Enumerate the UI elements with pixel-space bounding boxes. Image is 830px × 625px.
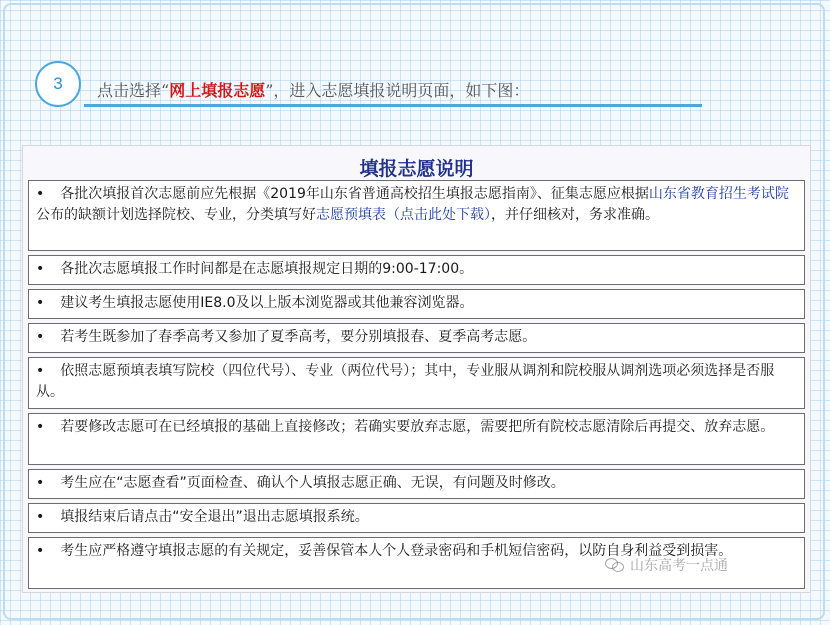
list-item xyxy=(28,255,805,285)
item-text: 若要修改志愿可在已经填报的基础上直接修改；若确实要放弃志愿，需要把所有院校志愿清除后再提交、放弃志愿。 xyxy=(60,419,775,435)
list-item xyxy=(28,357,805,409)
list-item xyxy=(28,289,805,319)
item-text: 各批次填报首次志愿前应先根据《2019年山东省普通高校招生填报志愿指南》、征集志愿应根据 xyxy=(60,186,649,202)
watermark-text: 山东高考一点通 xyxy=(630,558,728,574)
item-text: 建议考生填报志愿使用IE8.0及以上版本浏览器或其他兼容浏览器。 xyxy=(60,295,474,311)
list-item xyxy=(28,469,805,499)
wechat-icon xyxy=(605,557,625,573)
step-highlight: 网上填报志愿 xyxy=(169,81,266,100)
prefill-form-download-link[interactable]: 志愿预填表（点击此处下载） xyxy=(316,207,491,223)
item-text: 公布的缺额计划选择院校、专业，分类填写好 xyxy=(36,207,316,223)
step-text-after: ”，进入志愿填报说明页面，如下图： xyxy=(265,81,530,100)
item-text: 填报结束后请点击“安全退出”退出志愿填报系统。 xyxy=(60,509,369,525)
bullet: • xyxy=(36,475,45,491)
step-number-badge xyxy=(35,61,81,107)
item-text: 各批次志愿填报工作时间都是在志愿填报规定日期的9:00-17:00。 xyxy=(60,261,474,277)
bullet: • xyxy=(36,329,45,345)
item-text: 依照志愿预填表填写院校（四位代号）、专业（两位代号）；其中，专业服从调剂和院校服从调剂选项必须选择是否服从。 xyxy=(36,363,775,400)
bullet: • xyxy=(36,363,45,379)
item-text: 考生应在“志愿查看”页面检查、确认个人填报志愿正确、无误，有问题及时修改。 xyxy=(60,475,565,491)
bullet: • xyxy=(36,543,45,559)
exam-institute-link[interactable]: 山东省教育招生考试院 xyxy=(648,186,789,202)
item-text: 考生应严格遵守填报志愿的有关规定，妥善保管本人个人登录密码和手机短信密码，以防自身利益受到损害。 xyxy=(60,543,733,559)
step-number: 3 xyxy=(53,74,63,93)
watermark xyxy=(605,553,805,577)
instructions-panel xyxy=(22,145,811,593)
list-item xyxy=(28,323,805,353)
list-item xyxy=(28,413,805,465)
list-item xyxy=(28,180,805,251)
step-instruction xyxy=(97,78,529,101)
panel-title: 填报志愿说明 xyxy=(359,158,474,180)
bullet: • xyxy=(36,261,45,277)
bullet: • xyxy=(36,186,45,202)
step-text-before: 点击选择“ xyxy=(97,81,170,100)
step-underline xyxy=(84,104,702,107)
item-text: ，并仔细核对，务求准确。 xyxy=(491,207,659,223)
bullet: • xyxy=(36,419,45,435)
bullet: • xyxy=(36,295,45,311)
item-text: 若考生既参加了春季高考又参加了夏季高考，要分别填报春、夏季高考志愿。 xyxy=(60,329,537,345)
bullet: • xyxy=(36,509,45,525)
list-item xyxy=(28,503,805,533)
